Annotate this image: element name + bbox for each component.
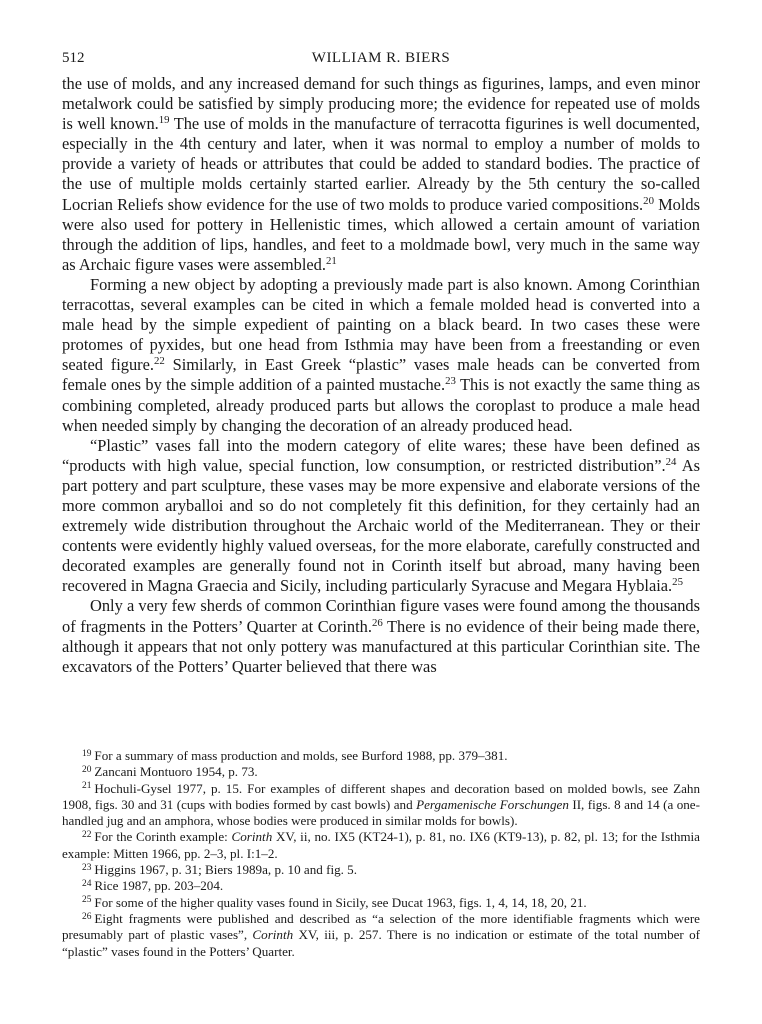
text-run: There is no evidence of their being made there, although it appears that not only pottery was manufactured at this particular Corinthian site. The excavators of the Potters’ Quarter believed that there was	[62, 616, 700, 676]
footnote-ref-26[interactable]: 26	[371, 616, 383, 629]
footnote-text: II, figs. 8 and 14 (a one-handled jug and an amphora, whose bodies were produced in similar molds for bowls).	[62, 796, 700, 829]
body-paragraph-2	[62, 275, 700, 436]
footnote-ref-19[interactable]: 19	[158, 114, 170, 127]
footnote-19	[62, 748, 700, 764]
main-text	[62, 74, 700, 677]
footnote-italic-title: Corinth	[252, 927, 294, 943]
text-run: This is not exactly the same thing as combining completed, already produced parts but allows the coroplast to produce a male head when needed simply by changing the decoration of an already produced head.	[62, 375, 701, 435]
text-run: Only a very few sherds of common Corinthian figure vases were found among the thousands of fragments in the Potters’ Quarter at Corinth.	[62, 596, 700, 636]
footnote-text: For some of the higher quality vases found in Sicily, see Ducat 1963, figs. 1, 4, 14, 18, 20, 21.	[94, 894, 587, 910]
footnote-number: 19	[82, 748, 92, 759]
text-run: As part pottery and part sculpture, these vases may be more expensive and elaborate versions of the more common aryballoi and so do not completely fit this definition, for they certainly had an extremely wide distribution throughout the Archaic world of the Mediterranean. They or their contents were evidently highly valued overseas, for the more elaborate, carefully constructed and decorated examples are generally found not in Corinth itself but abroad, many having been recovered in Magna Graecia and Sicily, including particularly Syracuse and Megara Hyblaia.	[62, 455, 700, 596]
running-header-author: WILLIAM R. BIERS	[311, 50, 451, 66]
footnote-25	[62, 895, 700, 911]
footnote-text: XV, ii, no. IX5 (KT24-1), p. 81, no. IX6 (KT9-13), p. 82, pl. 13; for the Isthmia example: Mitten 1966, pp. 2–3, pl. I:1–2.	[62, 829, 700, 861]
footnote-number: 22	[82, 830, 92, 841]
footnote-text: XV, iii, p. 257. There is no indication or estimate of the total number of “plastic” vases found in the Potters’ Quarter.	[62, 927, 700, 959]
footnote-number: 26	[82, 911, 92, 922]
footnote-italic-title: Corinth	[231, 829, 273, 845]
footnote-24	[62, 878, 700, 894]
text-run: Molds were also used for pottery in Hellenistic times, which allowed a certain amount of variation through the addition of lips, handles, and feet to a moldmade bowl, very much in the same way as Archaic figure vases were assembled.	[62, 194, 701, 274]
footnote-number: 20	[82, 765, 92, 776]
footnote-number: 23	[82, 862, 92, 873]
footnote-21	[62, 781, 700, 830]
footnote-text: Hochuli-Gysel 1977, p. 15. For examples of different shapes and decoration based on molded bowls, see Zahn 1908, figs. 30 and 31 (cups with bodies formed by cast bowls) and	[62, 780, 700, 812]
footnote-20	[62, 764, 700, 780]
text-run: Forming a new object by adopting a previously made part is also known. Among Corinthian terracottas, several examples can be cited in which a female molded head is converted into a male head by the simple expedient of painting on a black beard. In two cases these were protomes of pyxides, but one head from Isthmia may have been from a freestanding or even seated figure.	[62, 274, 700, 375]
body-paragraph-3	[62, 436, 700, 597]
footnote-26	[62, 911, 700, 960]
footnote-ref-22[interactable]: 22	[153, 355, 165, 368]
footnote-22	[62, 829, 700, 862]
footnote-text: Eight fragments were published and described as “a selection of the more identifiable fragments which were presumably part of plastic vases”,	[62, 910, 700, 943]
text-run: “Plastic” vases fall into the modern category of elite wares; these have been defined as “products with high value, special function, low consumption, or restricted distribution”.	[62, 435, 700, 475]
running-header	[62, 50, 700, 70]
text-run: Similarly, in East Greek “plastic” vases male heads can be converted from female ones by the simple addition of a painted mustache.	[62, 355, 700, 395]
footnote-ref-23[interactable]: 23	[445, 375, 456, 388]
footnote-text: Rice 1987, pp. 203–204.	[94, 878, 224, 894]
footnote-text: For the Corinth example:	[94, 829, 232, 845]
text-run: the use of molds, and any increased demand for such things as figurines, lamps, and even minor metalwork could be satisfied by simply producing more; the evidence for repeated use of molds is well known.	[62, 74, 700, 134]
footnote-ref-20[interactable]: 20	[643, 194, 654, 207]
body-paragraph-1	[62, 74, 700, 275]
footnote-ref-24[interactable]: 24	[665, 455, 677, 468]
page-number: 512	[62, 50, 85, 66]
footnote-italic-title: Pergamenische Forschungen	[416, 796, 569, 812]
footnote-number: 21	[82, 781, 92, 792]
footnote-text: Zancani Montuoro 1954, p. 73.	[94, 764, 258, 780]
text-run: The use of molds in the manufacture of terracotta figurines is well documented, especially in the 4th century and later, when it was normal to employ a number of molds to provide a variety of heads or attributes that could be added to standard bodies. The practice of the use of multiple molds certainly started earlier. Already by the 5th century the so-called Locrian Reliefs show evidence for the use of two molds to produce varied compositions.	[62, 114, 700, 214]
footnote-text: Higgins 1967, p. 31; Biers 1989a, p. 10 and fig. 5.	[94, 862, 358, 878]
footnote-number: 25	[82, 895, 92, 906]
footnote-number: 24	[82, 879, 92, 890]
footnote-ref-25[interactable]: 25	[672, 576, 683, 589]
footnote-text: For a summary of mass production and molds, see Burford 1988, pp. 379–381.	[94, 748, 508, 763]
footnote-ref-21[interactable]: 21	[325, 254, 337, 267]
footnotes	[62, 748, 700, 960]
body-paragraph-4	[62, 596, 700, 676]
footnote-23	[62, 862, 700, 878]
